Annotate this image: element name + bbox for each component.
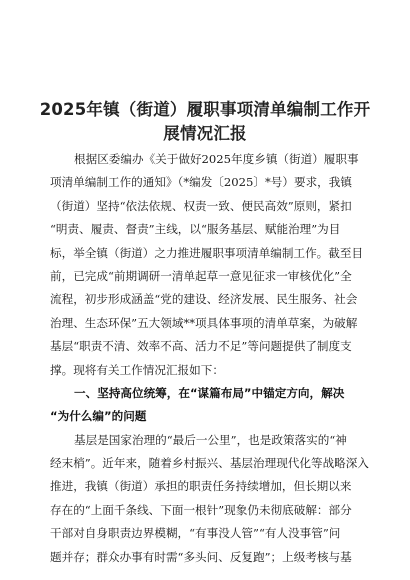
section-heading: [50, 382, 372, 429]
heading-line: “为什么编”的问题: [50, 409, 147, 424]
document-body: [50, 148, 372, 569]
intro-paragraph: [50, 148, 372, 382]
paragraph-line: 流程，初步形成涵盖“党的建设、经济发展、民生服务、社会: [50, 292, 358, 307]
paragraph-line: 项清单编制工作的通知》（*编发〔2025〕*号）要求，我镇: [50, 175, 352, 190]
paragraph-line: “明责、履责、督责”主线，以“服务基层、赋能治理”为目: [50, 222, 341, 237]
paragraph-line: 标，举全镇（街道）之力推进履职事项清单编制工作。截至目: [50, 245, 364, 260]
section-paragraph: [50, 429, 372, 569]
paragraph-line: 撑。现将有关工作情况汇报如下：: [50, 362, 224, 377]
paragraph-line: 根据区委编办《关于做好2025年度乡镇（街道）履职事: [74, 152, 359, 166]
paragraph-line: 前，已完成“前期调研一清单起草一意见征求一审核优化”全: [50, 268, 352, 283]
heading-line: 一、坚持高位统筹，在“谋篇布局”中锚定方向，解决: [74, 385, 345, 400]
paragraph-line: 经末梢”。近年来，随着乡村振兴、基层治理现代化等战略深入: [50, 456, 369, 471]
paragraph-line: 题并存；群众办事有时需“多头问、反复跑”；上级考核与基: [50, 549, 352, 564]
paragraph-line: 推进，我镇（街道）承担的职责任务持续增加，但长期以来: [50, 479, 352, 494]
paragraph-line: 干部对自身职责边界模糊，“有事没人管”“有人没事管”问: [50, 526, 341, 541]
paragraph-line: 存在的“上面千条线、下面一根针”现象仍未彻底破解：部分: [50, 502, 352, 517]
document-title: [32, 98, 378, 146]
paragraph-line: 治理、生态环保”五大领域**项具体事项的清单草案，为破解: [50, 315, 358, 330]
title-line: 展情况汇报: [163, 124, 247, 143]
title-line: 2025年镇（街道）履职事项清单编制工作开: [39, 100, 371, 119]
paragraph-line: （街道）坚持“依法依规、权责一致、便民高效”原则，紧扣: [50, 198, 352, 213]
paragraph-line: 基层是国家治理的“最后一公里”，也是政策落实的“神: [74, 432, 347, 447]
paragraph-line: 基层“职责不清、效率不高、活力不足”等问题提供了制度支: [50, 339, 352, 354]
